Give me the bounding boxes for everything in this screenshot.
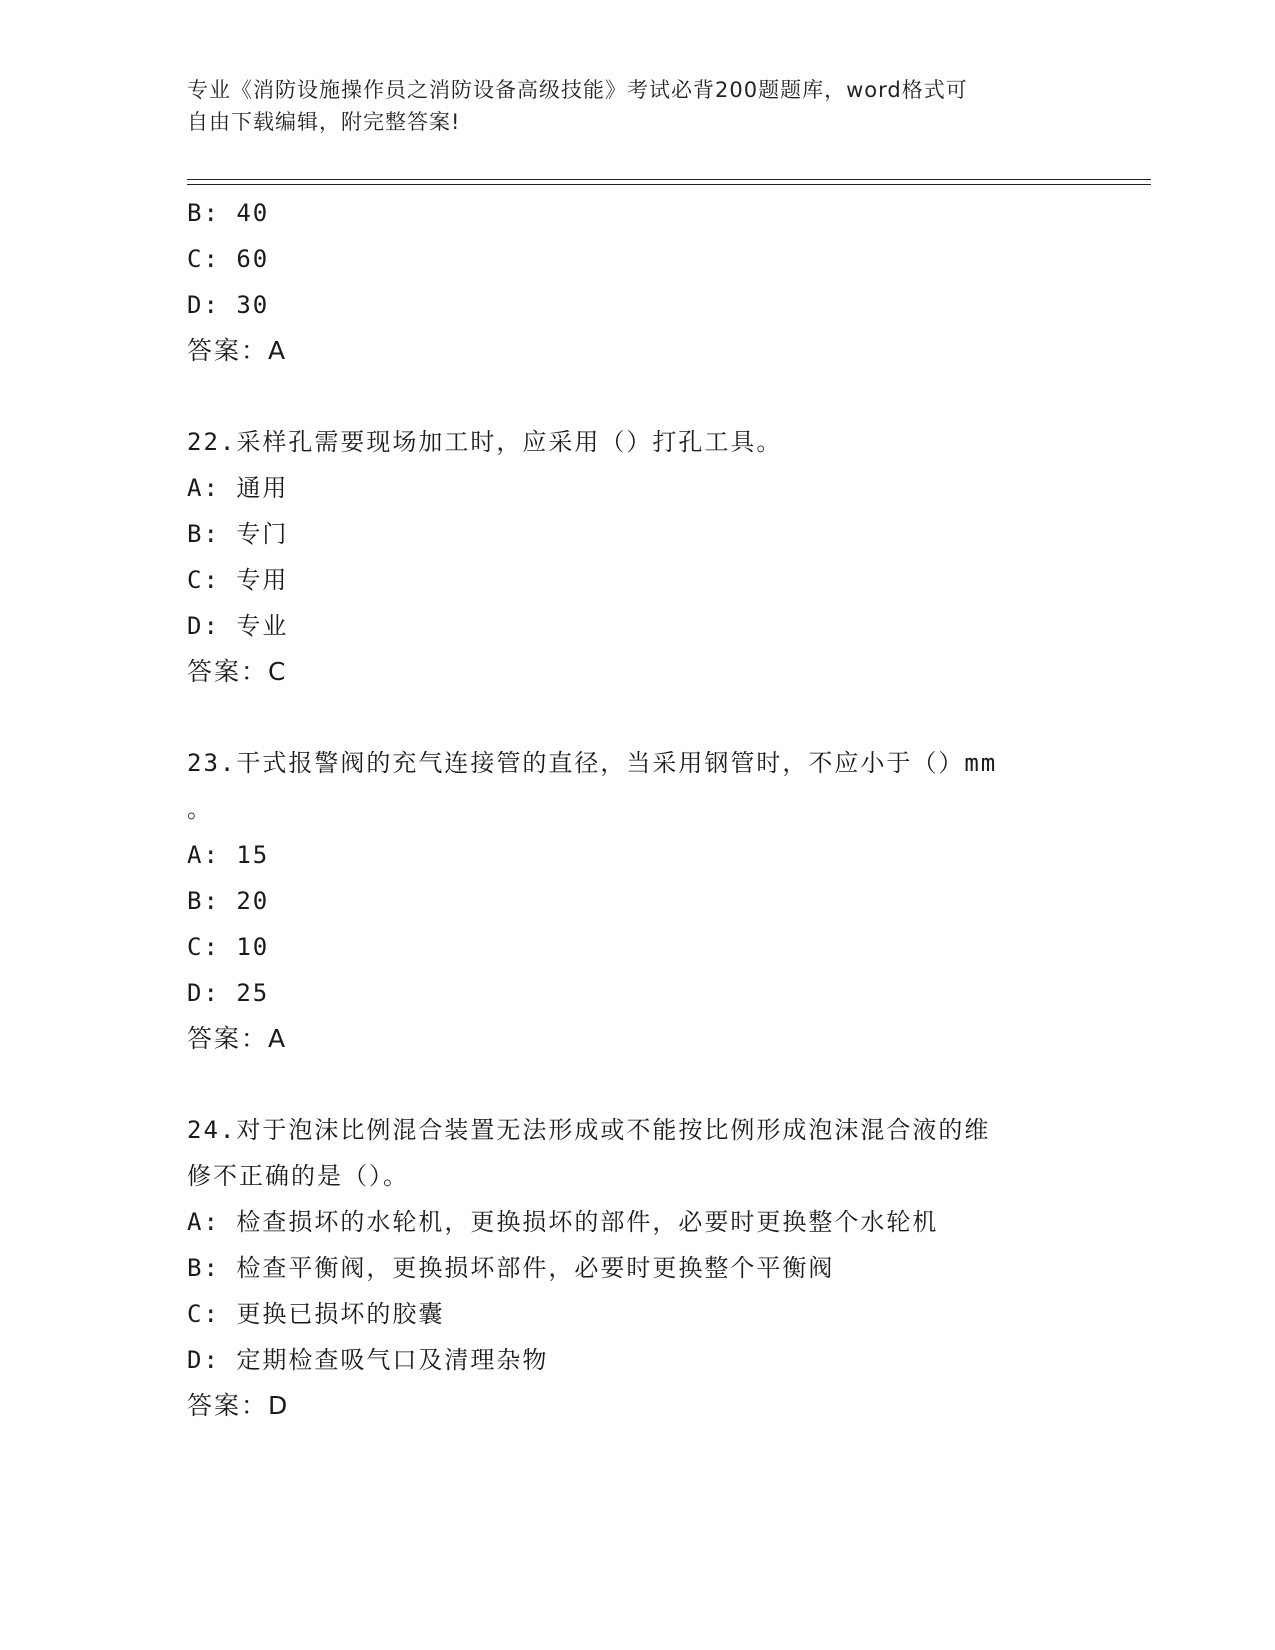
- option-d: D: 专业: [187, 612, 289, 640]
- answer: 答案：A: [187, 1024, 288, 1053]
- question-22: [187, 419, 1087, 695]
- document-header: [187, 74, 1067, 138]
- option-c: C: 专用: [187, 566, 289, 594]
- option-a: A: 15: [187, 841, 270, 869]
- option-b: B: 40: [187, 199, 270, 227]
- question-list: [187, 190, 1087, 1429]
- spacer: [187, 374, 1087, 419]
- answer: 答案：D: [187, 1391, 290, 1420]
- option-c: C: 60: [187, 245, 270, 273]
- option-d: D: 30: [187, 291, 270, 319]
- answer: 答案：C: [187, 657, 288, 686]
- question-text: 22.采样孔需要现场加工时，应采用（）打孔工具。: [187, 428, 783, 456]
- spacer: [187, 695, 1087, 740]
- option-a: A: 通用: [187, 474, 289, 502]
- option-d: D: 25: [187, 979, 270, 1007]
- header-rule-top: [187, 179, 1151, 180]
- option-b: B: 20: [187, 887, 270, 915]
- header-line-1: 专业《消防设施操作员之消防设备高级技能》考试必背200题题库，word格式可: [187, 78, 968, 102]
- answer: 答案：A: [187, 336, 288, 365]
- option-c: C: 更换已损坏的胶囊: [187, 1300, 445, 1328]
- option-c: C: 10: [187, 933, 270, 961]
- option-a: A: 检查损坏的水轮机，更换损坏的部件，必要时更换整个水轮机: [187, 1208, 939, 1236]
- question-24: [187, 1107, 1087, 1429]
- header-rule-bottom: [187, 184, 1151, 185]
- question-21: [187, 190, 1087, 374]
- option-b: B: 检查平衡阀，更换损坏部件，必要时更换整个平衡阀: [187, 1254, 835, 1282]
- question-text-line-2: 修不正确的是（）。: [187, 1162, 409, 1190]
- question-text-line-2: 。: [187, 795, 213, 823]
- question-text-line-1: 23.干式报警阀的充气连接管的直径，当采用钢管时，不应小于（）mm: [187, 749, 998, 777]
- question-text-line-1: 24.对于泡沫比例混合装置无法形成或不能按比例形成泡沫混合液的维: [187, 1116, 991, 1144]
- option-d: D: 定期检查吸气口及清理杂物: [187, 1346, 549, 1374]
- option-b: B: 专门: [187, 520, 289, 548]
- header-line-2: 自由下载编辑，附完整答案!: [187, 110, 461, 134]
- spacer: [187, 1062, 1087, 1107]
- question-23: [187, 740, 1087, 1062]
